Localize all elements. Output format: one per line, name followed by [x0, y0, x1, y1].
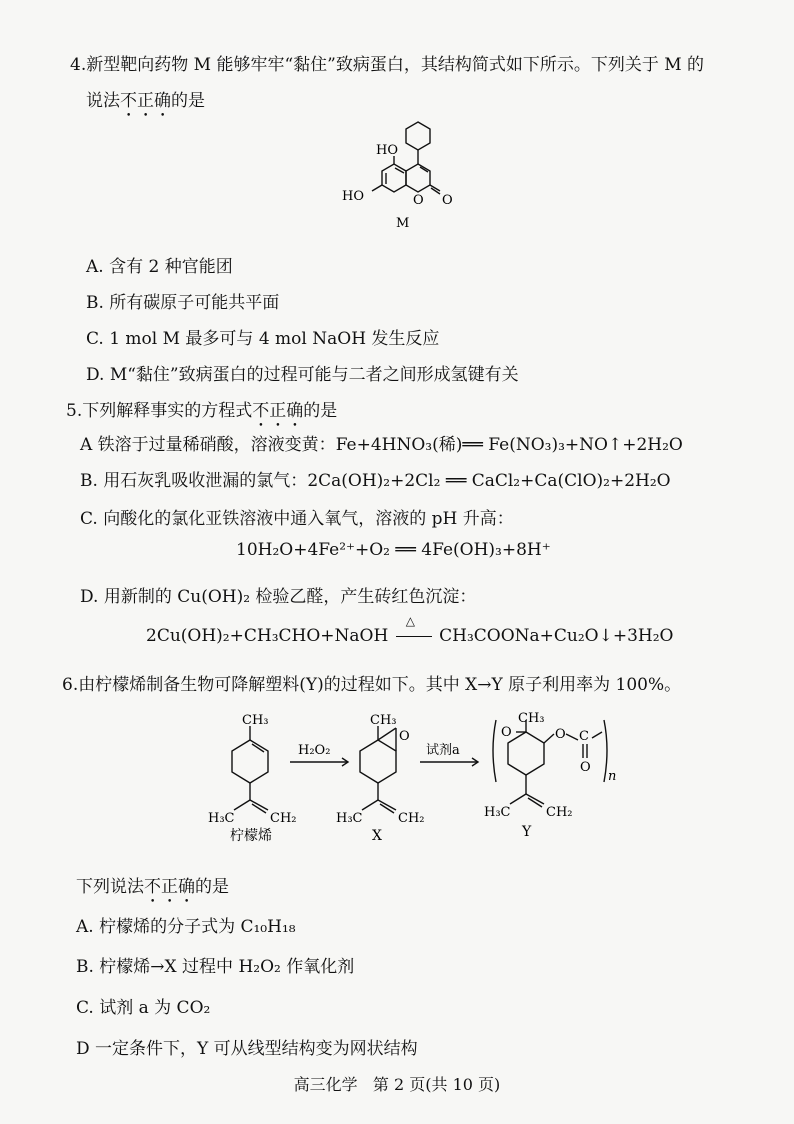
y-h3c: H₃C [484, 805, 511, 820]
reaction-arrow-line [396, 636, 432, 637]
q4-stem-text: 新型靶向药物 M 能够牢牢“黏住”致病蛋白，其结构简式如下所示。下列关于 M 的 [86, 55, 705, 75]
q6-stem2-post: 的是 [195, 877, 229, 897]
q4-stem-line2 [86, 86, 205, 121]
q4-option-c: C. 1 mol M 最多可与 4 mol NaOH 发生反应 [86, 329, 440, 349]
q5-option-a-equation: Fe+4HNO₃(稀)══ Fe(NO₃)₃+NO↑+2H₂O [335, 435, 683, 455]
limonene-ch2: CH₂ [270, 811, 297, 826]
limonene-ch3: CH₃ [242, 713, 269, 728]
q5-option-c: C. 向酸化的氯化亚铁溶液中通入氧气，溶液的 pH 升高： [80, 509, 514, 529]
q5-option-b-equation: 2Ca(OH)₂+2Cl₂ ══ CaCl₂+Ca(ClO)₂+2H₂O [307, 471, 671, 491]
q4-stem-pre: 说法 [86, 91, 120, 111]
y-ring [508, 732, 544, 775]
mol-m-phenyl-ring [406, 122, 430, 150]
q4-emphasis: 不正确 [120, 91, 171, 111]
q5-stem-pre: 下列解释事实的方程式 [82, 401, 253, 421]
q4-number: 4. [70, 55, 87, 75]
q4-option-b: B. 所有碳原子可能共平面 [86, 293, 280, 313]
y-bracket-left [493, 720, 496, 782]
y-oxygen-1: O [501, 725, 512, 740]
y-ch3: CH₃ [518, 711, 545, 726]
page-footer: 高三化学 第 2 页(共 10 页) [293, 1075, 501, 1094]
q5-d-eq-arrow [394, 614, 434, 646]
q6-stem2 [76, 872, 229, 907]
q6-stem2-pre: 下列说法 [76, 877, 144, 897]
reagent-h2o2: H₂O₂ [298, 743, 331, 758]
heat-condition-icon: △ [405, 614, 415, 628]
q5-option-b-text: B. 用石灰乳吸收泄漏的氯气： [80, 471, 308, 491]
q6-option-b: B. 柠檬烯→X 过程中 H₂O₂ 作氧化剂 [76, 957, 355, 977]
y-name: Y [522, 824, 532, 840]
x-epoxide-oxygen: O [399, 729, 410, 744]
x-name: X [372, 828, 382, 844]
q6-emphasis: 不正确 [144, 877, 195, 897]
q5-option-b [80, 466, 671, 491]
q5-option-a [80, 430, 683, 455]
q5-d-eq-right: CH₃COONa+Cu₂O↓+3H₂O [439, 626, 674, 646]
q5-stem-post: 的是 [303, 401, 338, 421]
y-bracket-right [604, 720, 607, 782]
q5-d-eq-left: 2Cu(OH)₂+CH₃CHO+NaOH [146, 626, 389, 646]
q5-number: 5. [66, 401, 83, 421]
reaction-scheme [200, 710, 640, 855]
q5-option-d: D. 用新制的 Cu(OH)₂ 检验乙醛，产生砖红色沉淀： [80, 587, 477, 607]
q4-option-a: A. 含有 2 种官能团 [86, 257, 233, 277]
y-carbon: C [579, 729, 589, 744]
q6-stem [62, 670, 681, 695]
x-ring [360, 740, 396, 783]
q6-number: 6. [62, 675, 79, 695]
x-h3c: H₃C [336, 811, 363, 826]
q4-stem-line1 [70, 50, 704, 75]
q5-stem [66, 396, 337, 431]
q6-stem-text: 由柠檬烯制备生物可降解塑料(Y)的过程如下。其中 X→Y 原子利用率为 100%。 [78, 675, 682, 695]
q5-option-d-equation [146, 614, 674, 646]
y-oxygen-2: O [555, 727, 566, 742]
mol-m-carbonyl-oxygen: O [442, 193, 453, 208]
y-repeat-n: n [608, 769, 617, 784]
x-ch3: CH₃ [370, 713, 397, 728]
mol-m-ring-oxygen: O [413, 193, 424, 208]
mol-m-name: M [396, 216, 410, 231]
y-carbonyl-oxygen: O [580, 760, 591, 775]
q4-option-d: D. M“黏住”致病蛋白的过程可能与二者之间形成氢键有关 [86, 365, 519, 385]
molecule-m-structure [320, 112, 470, 242]
q6-option-c: C. 试剂 a 为 CO₂ [76, 998, 211, 1018]
limonene-ring [232, 740, 268, 783]
q5-emphasis: 不正确 [252, 401, 304, 421]
mol-m-ho-top: HO [376, 143, 398, 158]
y-ch2: CH₂ [546, 805, 573, 820]
q6-option-d: D 一定条件下，Y 可从线型结构变为网状结构 [76, 1039, 418, 1059]
mol-m-pyranone-ring [406, 164, 430, 192]
mol-m-ho-left: HO [342, 189, 364, 204]
reagent-a: 试剂a [426, 743, 460, 758]
q6-option-a: A. 柠檬烯的分子式为 C₁₀H₁₈ [76, 917, 296, 937]
limonene-name: 柠檬烯 [230, 828, 272, 844]
q5-option-a-text: A 铁溶于过量稀硝酸，溶液变黄： [80, 435, 336, 455]
q5-option-c-equation: 10H₂O+4Fe²⁺+O₂ ══ 4Fe(OH)₃+8H⁺ [236, 540, 551, 560]
x-ch2: CH₂ [398, 811, 425, 826]
q4-stem-post: 的是 [171, 91, 205, 111]
limonene-h3c: H₃C [208, 811, 235, 826]
